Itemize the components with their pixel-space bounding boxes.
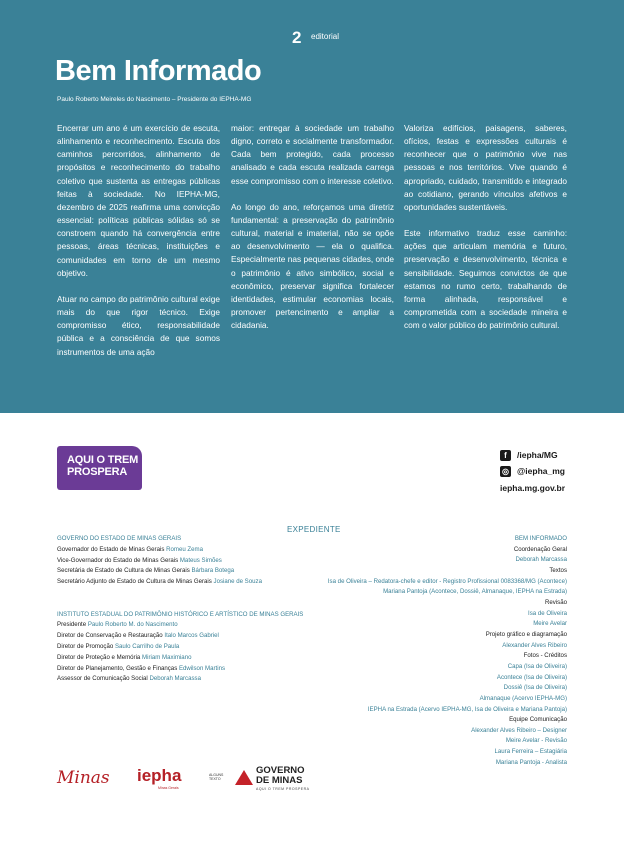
- secondary-logo: [209, 773, 223, 781]
- credit-name: Mariana Pantoja - Analista: [495, 758, 567, 766]
- governo-heading: GOVERNO DO ESTADO DE MINAS GERAIS: [57, 535, 182, 542]
- instagram-icon: ◎: [500, 466, 511, 477]
- credit-name: Meire Avelar: [533, 620, 567, 628]
- credit-role: Equipe Comunicação: [509, 716, 567, 724]
- credit-role: Presidente: [57, 621, 87, 629]
- expediente-title: EXPEDIENTE: [287, 525, 341, 534]
- credit-name: Almanaque (Acervo IEPHA-MG): [479, 694, 567, 702]
- aqui-o-trem-prospera-badge: [57, 446, 142, 490]
- expediente-left-credits: [57, 534, 303, 685]
- paragraph: maior: entregar à sociedade um trabalho digno, correto e socialmente transformador. Cada bem protegido, cada processo analisado e cada escuta realizada carrega esse compromisso com o interesse coletivo.: [231, 123, 394, 186]
- credit-name: Mariana Pantoja (Acontece, Dossiê, Almanaque, IEPHA na Estrada): [383, 588, 567, 596]
- section-label: editorial: [311, 32, 340, 41]
- credit-name: Miriam Maximiano: [142, 653, 192, 661]
- editorial-column-2: [231, 122, 394, 345]
- credit-name: Deborah Marcassa: [149, 675, 201, 683]
- credit-name: Isa de Oliveira – Redatora-chefe e editor - Registro Profissional 0083368/MG (Acontece): [327, 577, 567, 585]
- governo-de-minas-logo: [256, 766, 305, 786]
- credit-role: Vice-Governador do Estado de Minas Gerais: [57, 556, 179, 564]
- credit-role: Diretor de Promoção: [57, 642, 114, 650]
- bem-informado-heading: BEM INFORMADO: [514, 535, 567, 542]
- badge-line-2: PROSPERA: [67, 466, 128, 478]
- page-title: Bem Informado: [55, 55, 262, 87]
- paragraph: Ao longo do ano, reforçamos uma diretriz fundamental: a preservação do patrimônio cultural, material e imaterial, não se opõe ao desenvolvimento — ela o qualifica. Especialmente nas pequenas cidades, onde o patrimônio é ativo simbólico, social e econômico, preservar significa fortalecer identidades, estimular economias locais, promover pertencimento e ampliar a cidadania.: [231, 201, 394, 331]
- credit-name: Romeu Zema: [166, 545, 204, 553]
- facebook-handle: /iepha/MG: [517, 450, 558, 460]
- credit-name: Paulo Roberto M. do Nascimento: [87, 621, 178, 629]
- gov-logo-line-1: GOVERNO: [256, 765, 305, 776]
- credit-row: [57, 653, 303, 664]
- credit-name: Dossiê (Isa de Oliveira): [503, 684, 567, 692]
- credit-name: Laura Ferreira – Estagiária: [494, 748, 567, 756]
- instagram-link[interactable]: [500, 463, 565, 479]
- credit-role: Revisão: [544, 598, 567, 606]
- credit-name: Isa de Oliveira: [528, 609, 567, 617]
- credit-name: Deborah Marcassa: [515, 556, 567, 564]
- badge-line-1: AQUI O TREM: [67, 454, 139, 466]
- page-number: 2: [292, 28, 302, 47]
- credit-row: [57, 620, 303, 631]
- instituto-heading: INSTITUTO ESTADUAL DO PATRIMÔNIO HISTÓRICO E ARTÍSTICO DE MINAS GERAIS: [57, 610, 304, 618]
- gov-logo-line-2: DE MINAS: [256, 775, 303, 786]
- paragraph: Encerrar um ano é um exercício de escuta, alinhamento e reconhecimento. Escuta dos caminhos percorridos, alinhamento de propósitos e reconhecimento do trabalho coletivo que sustenta as entregas públicas feitas à sociedade. No IEPHA-MG, dezembro de 2025 reafirma uma convicção essencial: políticas públicas sólidas só se constroem quando há convergência entre pessoas, áreas técnicas, instituições e comunidades em torno de um mesmo objetivo.: [57, 123, 220, 278]
- iepha-logo-sub: Minas Gerais: [158, 786, 179, 790]
- credit-name: Capa (Isa de Oliveira): [507, 662, 567, 670]
- credit-row: [57, 631, 303, 642]
- credit-role: Secretária de Estado de Cultura de Minas Gerais: [57, 567, 190, 575]
- credit-role: Projeto gráfico e diagramação: [485, 630, 567, 638]
- credit-name: Edwilson Martins: [178, 664, 226, 672]
- minas-triangle-icon: [235, 770, 253, 785]
- credit-row: [57, 577, 303, 588]
- website-link[interactable]: iepha.mg.gov.br: [500, 483, 566, 493]
- iepha-logo: iepha: [137, 766, 182, 785]
- editorial-column-1: [57, 122, 220, 372]
- gov-logo-tagline: AQUI O TREM PROSPERA: [256, 787, 310, 791]
- credit-row: [57, 566, 303, 577]
- credit-name: Meire Avelar - Revisão: [505, 737, 567, 745]
- credit-row: [57, 664, 303, 675]
- editorial-column-3: [404, 122, 567, 345]
- credit-name: Italo Marcos Gabriel: [164, 632, 219, 640]
- secondary-logo-line-2: TEXTO: [209, 777, 221, 781]
- credit-role: Textos: [549, 566, 567, 574]
- credit-role: Governador do Estado de Minas Gerais: [57, 545, 165, 553]
- credit-role: Coordenação Geral: [513, 545, 567, 553]
- credit-name: Mateus Simões: [179, 556, 222, 564]
- credit-row: [57, 674, 303, 685]
- credit-role: Diretor de Proteção e Memória: [57, 653, 141, 661]
- byline: Paulo Roberto Meireles do Nascimento – Presidente do IEPHA-MG: [57, 96, 252, 103]
- credit-row: [57, 545, 303, 556]
- credit-role: Fotos - Créditos: [523, 652, 567, 660]
- credit-role: Diretor de Conservação e Restauração: [57, 632, 163, 640]
- paragraph: Atuar no campo do patrimônio cultural exige mais do que rigor técnico. Exige compromisso ético, responsabilidade pública e a consciência de que somos instrumentos de uma ação: [57, 293, 220, 357]
- secondary-logo-line-1: ALGUNS: [209, 773, 224, 777]
- credit-name: Alexander Alves Ribeiro – Designer: [471, 726, 567, 734]
- facebook-icon: f: [500, 450, 511, 461]
- paragraph: Este informativo traduz esse caminho: ações que articulam memória e futuro, preservação e desenvolvimento, técnica e sensibilidade. Seguimos convictos de que estamos no rumo certo, trabalhando de forma alinhada, responsável e comprometida com a sociedade mineira e com o valor público do patrimônio cultural.: [404, 228, 567, 331]
- editorial-header-panel: [0, 0, 624, 413]
- social-links: [500, 447, 565, 496]
- instagram-handle: @iepha_mg: [517, 466, 565, 476]
- credit-role: Diretor de Planejamento, Gestão e Finanças: [57, 664, 178, 672]
- facebook-link[interactable]: [500, 447, 565, 463]
- logo-strip: [57, 764, 322, 794]
- credit-name: Acontece (Isa de Oliveira): [496, 673, 567, 681]
- credit-row: [57, 556, 303, 567]
- minas-logo: Minas: [57, 768, 110, 788]
- credit-name: Josiane de Souza: [213, 578, 262, 586]
- expediente-right-credits: [328, 534, 567, 768]
- credit-role: Secretário Adjunto de Estado de Cultura de Minas Gerais: [57, 578, 212, 586]
- credit-name: Alexander Alves Ribeiro: [502, 641, 567, 649]
- credit-name: Bárbara Botega: [191, 567, 235, 575]
- credit-name: IEPHA na Estrada (Acervo IEPHA-MG, Isa de Oliveira e Mariana Pantoja): [367, 705, 567, 713]
- credit-role: Assessor de Comunicação Social: [57, 675, 148, 683]
- credit-name: Saulo Carrilho de Paula: [114, 642, 180, 650]
- paragraph: Valoriza edifícios, paisagens, saberes, ofícios, festas e expressões culturais é reconhecer que o patrimônio vive nas pessoas e nos territórios. Vive quando é apropriado, cuidado, transmitido e integrado ao cotidiano, gerando vínculos afetivos e oportunidades sustentáveis.: [404, 123, 567, 212]
- credit-row: [57, 642, 303, 653]
